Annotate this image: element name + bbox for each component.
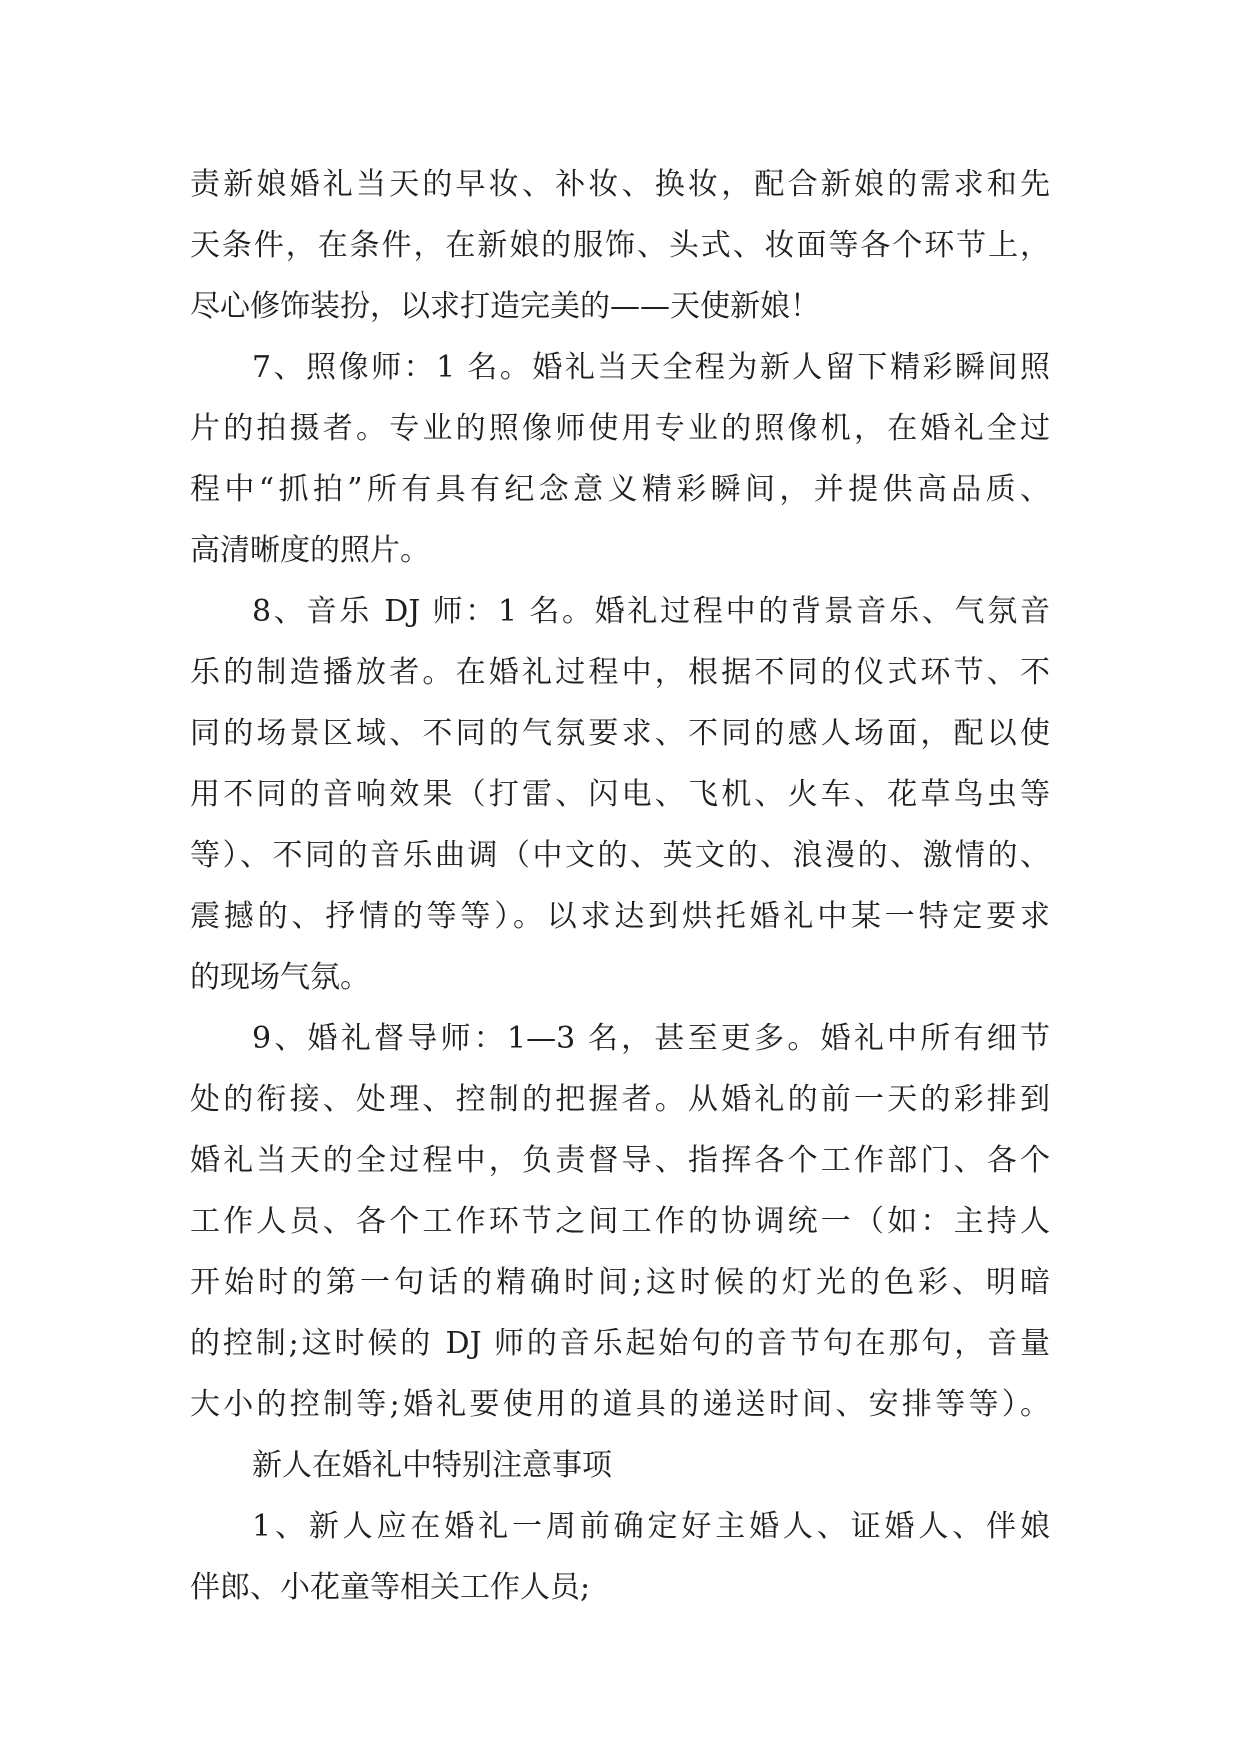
paragraph-start-line: 8、音乐 DJ 师：1 名。婚礼过程中的背景音乐、气氛音 — [252, 594, 1050, 629]
paragraph-start-line: 7、照像师：1 名。婚礼当天全程为新人留下精彩瞬间照 — [252, 350, 1050, 385]
section-heading: 新人在婚礼中特别注意事项 — [252, 1448, 612, 1483]
text-line: 用不同的音响效果（打雷、闪电、飞机、火车、花草鸟虫等 — [190, 777, 1050, 812]
text-line: 大小的控制等;婚礼要使用的道具的递送时间、安排等等）。 — [190, 1387, 1050, 1422]
paragraph-start-line: 9、婚礼督导师：1—3 名，甚至更多。婚礼中所有细节 — [252, 1021, 1050, 1056]
text-line: 开始时的第一句话的精确时间;这时候的灯光的色彩、明暗 — [190, 1265, 1050, 1300]
text-line: 同的场景区域、不同的气氛要求、不同的感人场面，配以使 — [190, 716, 1050, 751]
text-line: 尽心修饰装扮，以求打造完美的——天使新娘！ — [190, 289, 820, 324]
document-body — [190, 154, 1050, 1618]
text-line: 处的衔接、处理、控制的把握者。从婚礼的前一天的彩排到 — [190, 1082, 1050, 1117]
text-line: 高清晰度的照片。 — [190, 533, 430, 568]
paragraph-start-line: 1、新人应在婚礼一周前确定好主婚人、证婚人、伴娘 — [252, 1509, 1050, 1544]
text-line: 片的拍摄者。专业的照像师使用专业的照像机，在婚礼全过 — [190, 411, 1050, 446]
text-line: 工作人员、各个工作环节之间工作的协调统一（如：主持人 — [190, 1204, 1050, 1239]
text-line: 的现场气氛。 — [190, 960, 370, 995]
text-line: 伴郎、小花童等相关工作人员; — [190, 1570, 591, 1605]
text-line: 程中“抓拍”所有具有纪念意义精彩瞬间，并提供高品质、 — [190, 472, 1050, 507]
text-line: 震撼的、抒情的等等）。以求达到烘托婚礼中某一特定要求 — [190, 899, 1050, 934]
text-line: 婚礼当天的全过程中，负责督导、指挥各个工作部门、各个 — [190, 1143, 1050, 1178]
text-line: 乐的制造播放者。在婚礼过程中，根据不同的仪式环节、不 — [190, 655, 1050, 690]
text-line: 等）、不同的音乐曲调（中文的、英文的、浪漫的、激情的、 — [190, 838, 1050, 873]
text-line: 责新娘婚礼当天的早妆、补妆、换妆，配合新娘的需求和先 — [190, 167, 1050, 202]
text-line: 的控制;这时候的 DJ 师的音乐起始句的音节句在那句，音量 — [190, 1326, 1050, 1361]
text-line: 天条件，在条件，在新娘的服饰、头式、妆面等各个环节上， — [190, 228, 1050, 263]
